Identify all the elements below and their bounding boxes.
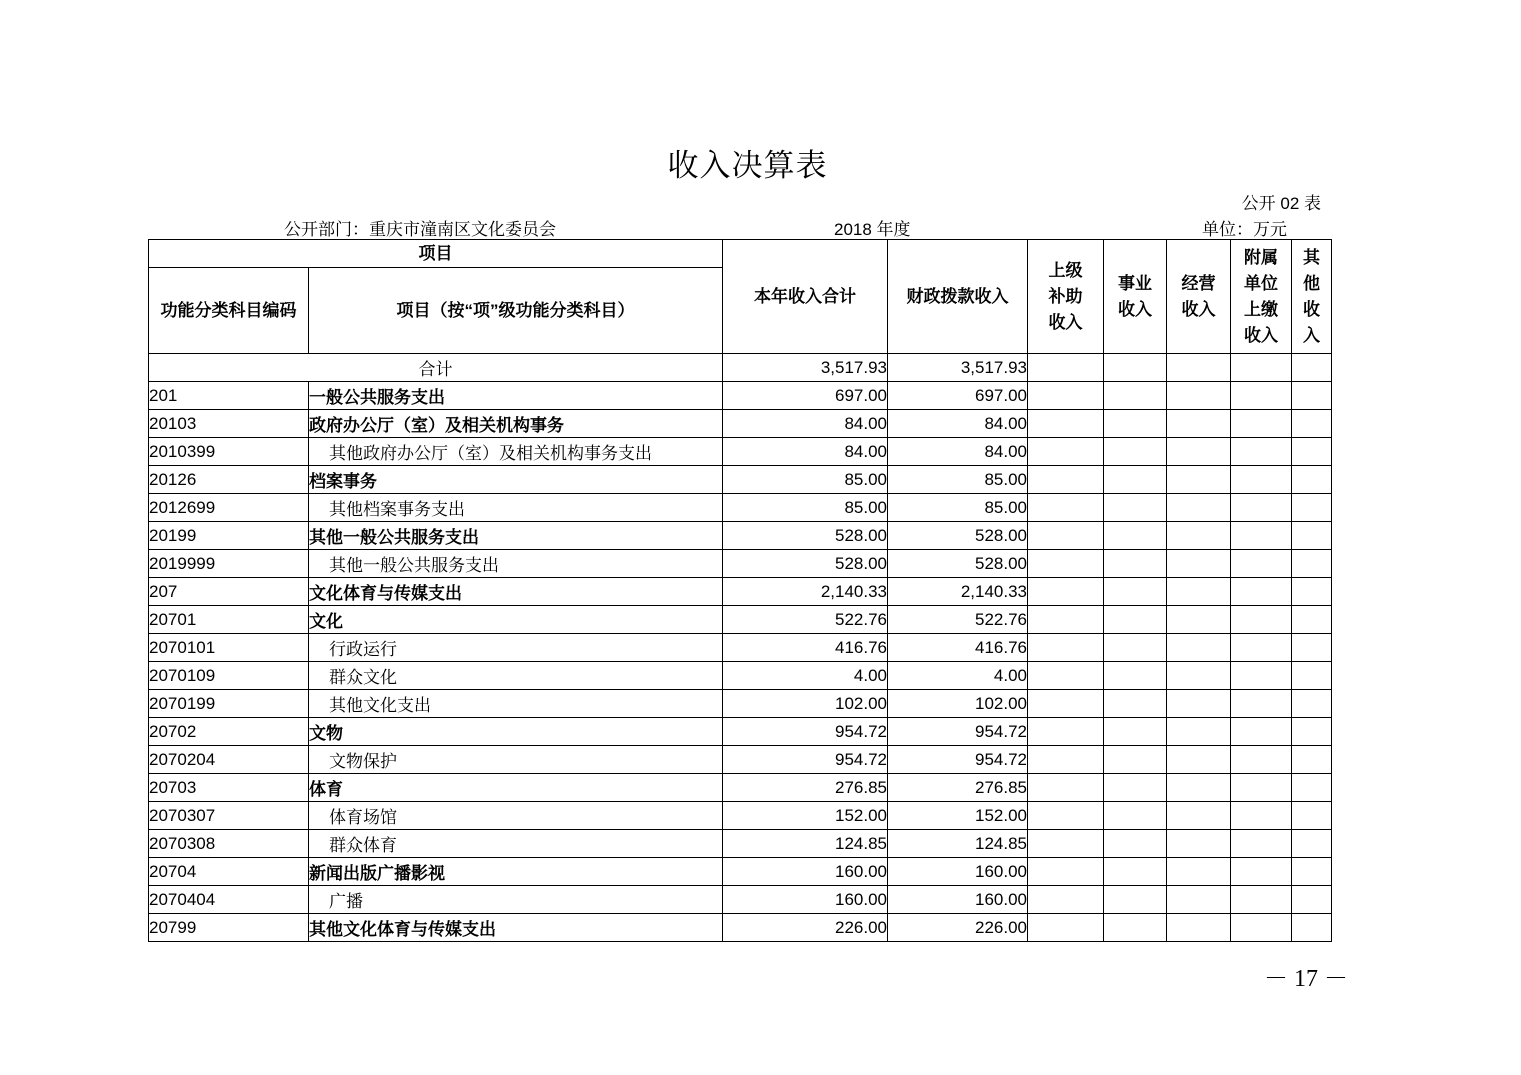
empty-cell	[1292, 550, 1332, 578]
header-superior-label: 上级补助收入	[1048, 260, 1083, 332]
empty-cell	[1028, 354, 1104, 382]
empty-cell	[1231, 662, 1292, 690]
row-name: 其他政府办公厅（室）及相关机构事务支出	[309, 438, 723, 466]
empty-cell	[1292, 774, 1332, 802]
table-row	[149, 438, 1332, 466]
header-code	[149, 268, 309, 354]
empty-cell	[1292, 858, 1332, 886]
row-name: 档案事务	[309, 466, 723, 494]
header-code-label: 功能分类科目编码	[160, 300, 297, 320]
empty-cell	[1104, 634, 1167, 662]
row-total-income: 84.00	[723, 438, 888, 466]
table-row	[149, 606, 1332, 634]
row-name: 文化	[309, 606, 723, 634]
header-other	[1292, 240, 1332, 354]
form-number: 公开 02 表	[1241, 194, 1321, 213]
header-other-label: 其他收入	[1303, 247, 1320, 345]
empty-cell	[1231, 466, 1292, 494]
row-code: 20701	[149, 606, 309, 634]
row-fiscal: 522.76	[888, 606, 1028, 634]
empty-cell	[1231, 354, 1292, 382]
empty-cell	[1231, 522, 1292, 550]
empty-cell	[1167, 690, 1231, 718]
table-row	[149, 774, 1332, 802]
empty-cell	[1028, 382, 1104, 410]
income-table	[148, 239, 1332, 942]
row-name: 其他文化体育与传媒支出	[309, 914, 723, 942]
empty-cell	[1028, 746, 1104, 774]
row-total-income: 84.00	[723, 410, 888, 438]
header-total-income: 本年收入合计	[723, 240, 888, 354]
table-row	[149, 662, 1332, 690]
empty-cell	[1028, 886, 1104, 914]
empty-cell	[1028, 774, 1104, 802]
row-total-income: 226.00	[723, 914, 888, 942]
empty-cell	[1028, 914, 1104, 942]
empty-cell	[1104, 522, 1167, 550]
row-total-income: 160.00	[723, 886, 888, 914]
row-total-income: 528.00	[723, 522, 888, 550]
header-item: 项目	[149, 240, 723, 268]
row-total-income: 85.00	[723, 494, 888, 522]
empty-cell	[1167, 410, 1231, 438]
empty-cell	[1104, 690, 1167, 718]
row-fiscal: 954.72	[888, 746, 1028, 774]
header-operating	[1167, 240, 1231, 354]
empty-cell	[1104, 438, 1167, 466]
row-total-income: 528.00	[723, 550, 888, 578]
row-fiscal: 226.00	[888, 914, 1028, 942]
row-total-income: 85.00	[723, 466, 888, 494]
table-row	[149, 466, 1332, 494]
row-fiscal: 4.00	[888, 662, 1028, 690]
empty-cell	[1167, 634, 1231, 662]
empty-cell	[1104, 354, 1167, 382]
empty-cell	[1292, 886, 1332, 914]
row-code: 201	[149, 382, 309, 410]
row-code: 207	[149, 578, 309, 606]
empty-cell	[1292, 382, 1332, 410]
empty-cell	[1167, 578, 1231, 606]
row-code: 2070308	[149, 830, 309, 858]
empty-cell	[1231, 494, 1292, 522]
row-name: 体育场馆	[309, 802, 723, 830]
row-fiscal: 160.00	[888, 858, 1028, 886]
empty-cell	[1104, 466, 1167, 494]
empty-cell	[1104, 494, 1167, 522]
row-total-income: 276.85	[723, 774, 888, 802]
empty-cell	[1167, 718, 1231, 746]
empty-cell	[1104, 410, 1167, 438]
empty-cell	[1104, 858, 1167, 886]
row-code: 20103	[149, 410, 309, 438]
total-income-cell: 3,517.93	[723, 354, 888, 382]
empty-cell	[1028, 718, 1104, 746]
row-total-income: 4.00	[723, 662, 888, 690]
empty-cell	[1167, 550, 1231, 578]
table-row	[149, 830, 1332, 858]
empty-cell	[1231, 410, 1292, 438]
empty-cell	[1167, 830, 1231, 858]
row-fiscal: 2,140.33	[888, 578, 1028, 606]
empty-cell	[1231, 606, 1292, 634]
row-fiscal: 954.72	[888, 718, 1028, 746]
header-business-label: 事业收入	[1118, 273, 1152, 319]
empty-cell	[1292, 914, 1332, 942]
row-fiscal: 276.85	[888, 774, 1028, 802]
table-row	[149, 718, 1332, 746]
row-fiscal: 528.00	[888, 550, 1028, 578]
empty-cell	[1028, 522, 1104, 550]
empty-cell	[1231, 382, 1292, 410]
empty-cell	[1292, 494, 1332, 522]
table-row	[149, 550, 1332, 578]
table-row	[149, 858, 1332, 886]
empty-cell	[1167, 354, 1231, 382]
empty-cell	[1167, 522, 1231, 550]
empty-cell	[1292, 746, 1332, 774]
row-fiscal: 84.00	[888, 410, 1028, 438]
empty-cell	[1292, 522, 1332, 550]
total-label: 合计	[149, 354, 723, 382]
empty-cell	[1292, 830, 1332, 858]
empty-cell	[1028, 466, 1104, 494]
row-name: 群众体育	[309, 830, 723, 858]
header-superior	[1028, 240, 1104, 354]
row-total-income: 102.00	[723, 690, 888, 718]
row-total-income: 152.00	[723, 802, 888, 830]
empty-cell	[1104, 886, 1167, 914]
table-row	[149, 578, 1332, 606]
empty-cell	[1104, 774, 1167, 802]
row-name: 广播	[309, 886, 723, 914]
row-code: 20702	[149, 718, 309, 746]
empty-cell	[1167, 438, 1231, 466]
row-code: 2070109	[149, 662, 309, 690]
empty-cell	[1292, 410, 1332, 438]
row-name: 其他文化支出	[309, 690, 723, 718]
empty-cell	[1292, 578, 1332, 606]
empty-cell	[1167, 606, 1231, 634]
header-affiliated-label: 附属单位上缴收入	[1244, 247, 1278, 345]
header-fiscal: 财政拨款收入	[888, 240, 1028, 354]
row-name: 体育	[309, 774, 723, 802]
empty-cell	[1167, 494, 1231, 522]
header-business	[1104, 240, 1167, 354]
table-row	[149, 634, 1332, 662]
page-title: 收入决算表	[667, 148, 828, 183]
empty-cell	[1028, 690, 1104, 718]
row-name: 文物保护	[309, 746, 723, 774]
row-fiscal: 416.76	[888, 634, 1028, 662]
empty-cell	[1292, 634, 1332, 662]
empty-cell	[1292, 718, 1332, 746]
empty-cell	[1292, 662, 1332, 690]
row-code: 20199	[149, 522, 309, 550]
page-number: － 17 －	[1264, 966, 1348, 992]
empty-cell	[1167, 802, 1231, 830]
empty-cell	[1231, 550, 1292, 578]
table-row	[149, 886, 1332, 914]
empty-cell	[1104, 746, 1167, 774]
row-total-income: 160.00	[723, 858, 888, 886]
empty-cell	[1104, 606, 1167, 634]
empty-cell	[1292, 690, 1332, 718]
row-code: 2010399	[149, 438, 309, 466]
row-fiscal: 124.85	[888, 830, 1028, 858]
row-name: 新闻出版广播影视	[309, 858, 723, 886]
row-total-income: 2,140.33	[723, 578, 888, 606]
row-code: 20799	[149, 914, 309, 942]
row-fiscal: 85.00	[888, 494, 1028, 522]
row-code: 2070307	[149, 802, 309, 830]
total-row	[149, 354, 1332, 382]
empty-cell	[1167, 774, 1231, 802]
header-operating-label: 经营收入	[1181, 273, 1216, 319]
row-total-income: 416.76	[723, 634, 888, 662]
row-total-income: 697.00	[723, 382, 888, 410]
row-name: 其他档案事务支出	[309, 494, 723, 522]
empty-cell	[1167, 466, 1231, 494]
row-code: 2070404	[149, 886, 309, 914]
empty-cell	[1231, 746, 1292, 774]
table-row	[149, 494, 1332, 522]
empty-cell	[1028, 578, 1104, 606]
header-name: 项目（按“项”级功能分类科目）	[309, 268, 723, 354]
empty-cell	[1104, 914, 1167, 942]
row-fiscal: 102.00	[888, 690, 1028, 718]
row-total-income: 124.85	[723, 830, 888, 858]
empty-cell	[1167, 858, 1231, 886]
row-code: 20703	[149, 774, 309, 802]
row-code: 2070101	[149, 634, 309, 662]
unit-label: 单位：万元	[1202, 220, 1287, 239]
table-row	[149, 522, 1332, 550]
row-name: 群众文化	[309, 662, 723, 690]
empty-cell	[1167, 914, 1231, 942]
empty-cell	[1028, 662, 1104, 690]
table-row	[149, 410, 1332, 438]
row-fiscal: 152.00	[888, 802, 1028, 830]
year-label: 2018 年度	[834, 220, 911, 239]
row-code: 2012699	[149, 494, 309, 522]
empty-cell	[1231, 718, 1292, 746]
total-fiscal-cell: 3,517.93	[888, 354, 1028, 382]
header-affiliated	[1231, 240, 1292, 354]
row-total-income: 954.72	[723, 746, 888, 774]
row-code: 20126	[149, 466, 309, 494]
row-name: 文物	[309, 718, 723, 746]
table-row	[149, 690, 1332, 718]
empty-cell	[1104, 382, 1167, 410]
table-row	[149, 914, 1332, 942]
table-row	[149, 802, 1332, 830]
empty-cell	[1028, 858, 1104, 886]
empty-cell	[1231, 634, 1292, 662]
row-name: 其他一般公共服务支出	[309, 522, 723, 550]
row-name: 一般公共服务支出	[309, 382, 723, 410]
empty-cell	[1292, 466, 1332, 494]
empty-cell	[1104, 662, 1167, 690]
empty-cell	[1028, 438, 1104, 466]
empty-cell	[1167, 662, 1231, 690]
row-fiscal: 528.00	[888, 522, 1028, 550]
row-name: 文化体育与传媒支出	[309, 578, 723, 606]
empty-cell	[1028, 606, 1104, 634]
empty-cell	[1167, 382, 1231, 410]
row-name: 政府办公厅（室）及相关机构事务	[309, 410, 723, 438]
empty-cell	[1231, 830, 1292, 858]
empty-cell	[1292, 438, 1332, 466]
empty-cell	[1104, 718, 1167, 746]
empty-cell	[1028, 410, 1104, 438]
empty-cell	[1028, 830, 1104, 858]
department-label: 公开部门：重庆市潼南区文化委员会	[284, 220, 556, 239]
row-code: 20704	[149, 858, 309, 886]
table-row	[149, 746, 1332, 774]
row-total-income: 954.72	[723, 718, 888, 746]
row-name: 其他一般公共服务支出	[309, 550, 723, 578]
empty-cell	[1231, 438, 1292, 466]
empty-cell	[1104, 802, 1167, 830]
empty-cell	[1104, 578, 1167, 606]
empty-cell	[1231, 914, 1292, 942]
empty-cell	[1028, 802, 1104, 830]
row-fiscal: 85.00	[888, 466, 1028, 494]
empty-cell	[1292, 606, 1332, 634]
empty-cell	[1028, 550, 1104, 578]
empty-cell	[1231, 858, 1292, 886]
row-total-income: 522.76	[723, 606, 888, 634]
empty-cell	[1231, 802, 1292, 830]
row-fiscal: 697.00	[888, 382, 1028, 410]
empty-cell	[1028, 494, 1104, 522]
row-code: 2019999	[149, 550, 309, 578]
empty-cell	[1028, 634, 1104, 662]
empty-cell	[1231, 578, 1292, 606]
empty-cell	[1231, 886, 1292, 914]
empty-cell	[1292, 802, 1332, 830]
row-fiscal: 84.00	[888, 438, 1028, 466]
empty-cell	[1292, 354, 1332, 382]
empty-cell	[1231, 690, 1292, 718]
row-name: 行政运行	[309, 634, 723, 662]
empty-cell	[1104, 830, 1167, 858]
table-row	[149, 382, 1332, 410]
row-fiscal: 160.00	[888, 886, 1028, 914]
empty-cell	[1167, 886, 1231, 914]
row-code: 2070199	[149, 690, 309, 718]
empty-cell	[1167, 746, 1231, 774]
empty-cell	[1231, 774, 1292, 802]
empty-cell	[1104, 550, 1167, 578]
row-code: 2070204	[149, 746, 309, 774]
